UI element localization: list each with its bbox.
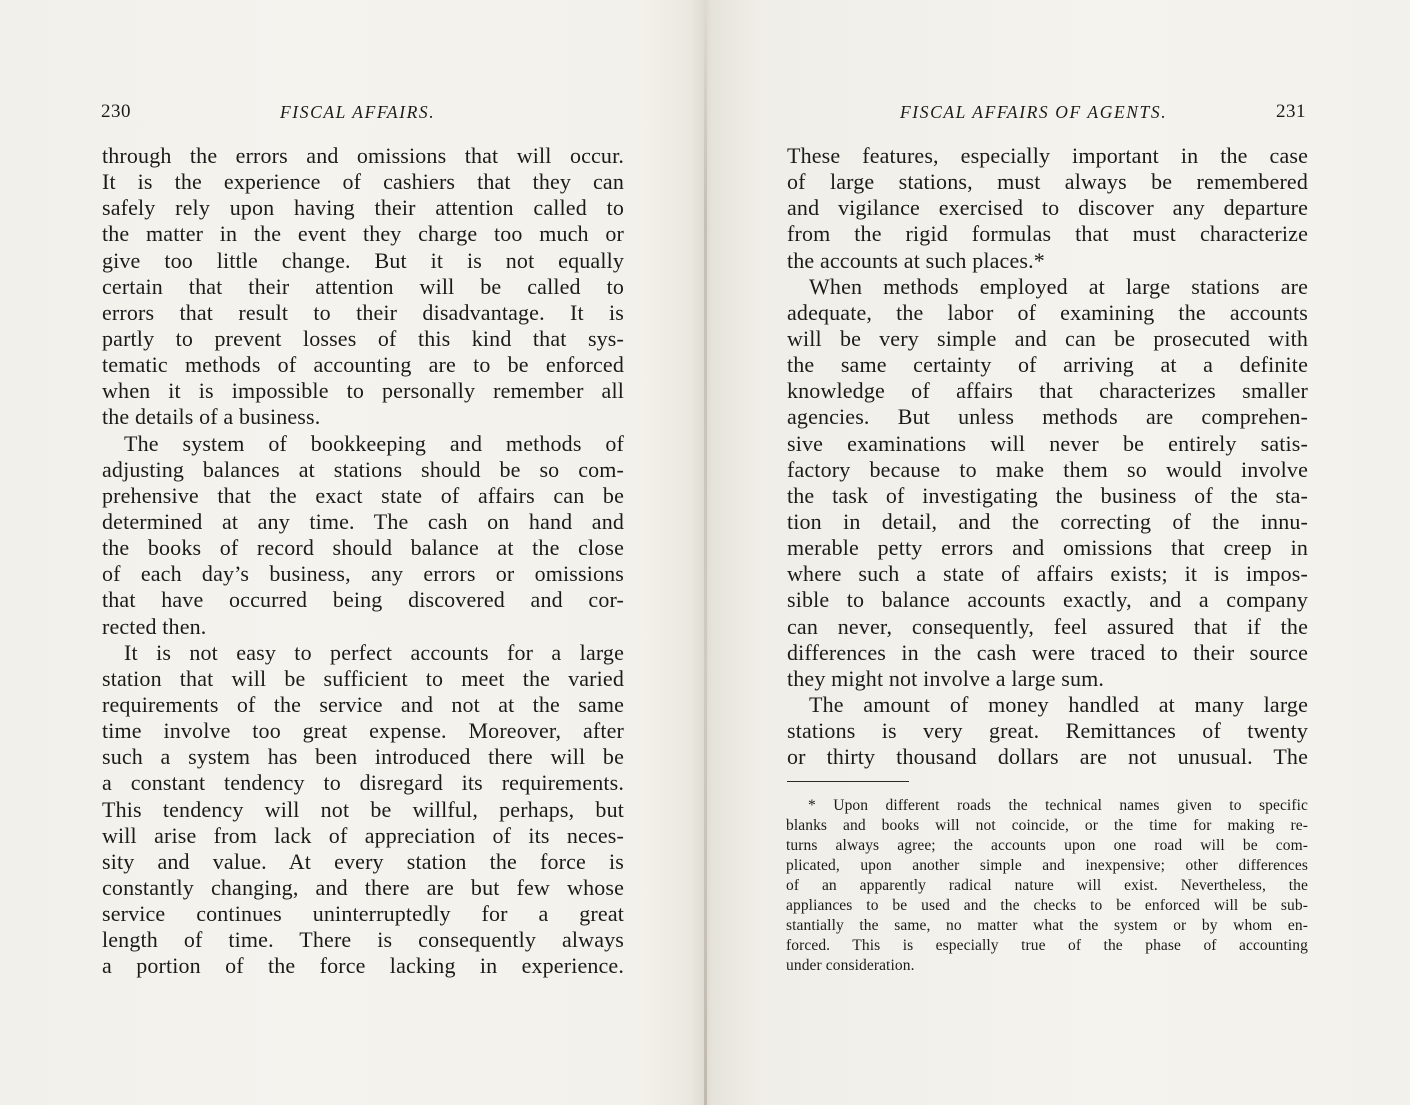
text-line: through the errors and omissions that will occur. [102, 143, 624, 168]
footnote-line: forced. This is especially true of the phase of accounting [786, 937, 1308, 954]
text-line: safely rely upon having their attention called to [102, 195, 624, 221]
text-line: merable petty errors and omissions that creep in [787, 535, 1308, 561]
text-line: give too little change. But it is not equally [102, 247, 624, 273]
footnote-line: under consideration. [786, 957, 915, 974]
footnote-line: stantially the same, no matter what the system or by whom en- [786, 917, 1308, 934]
text-line: factory because to make them so would involve [787, 456, 1308, 482]
text-line: partly to prevent losses of this kind that sys- [102, 325, 624, 351]
text-line: the matter in the event they charge too much or [102, 221, 624, 247]
text-line: the task of investigating the business of the sta- [787, 482, 1308, 508]
text-line: This tendency will not be willful, perhaps, but [102, 796, 624, 822]
text-line: tion in detail, and the correcting of the innu- [787, 508, 1308, 534]
running-head: FISCAL AFFAIRS. [280, 102, 436, 122]
text-line: certain that their attention will be called to [102, 273, 624, 299]
text-line: The amount of money handled at many large [809, 691, 1308, 717]
text-line: sive examinations will never be entirely satis- [787, 430, 1308, 456]
running-head: FISCAL AFFAIRS OF AGENTS. [900, 102, 1168, 122]
footnote-line: blanks and books will not coincide, or the time for making re- [786, 817, 1308, 834]
text-line: the accounts at such places.* [787, 247, 1045, 273]
text-line: or thirty thousand dollars are not unusual. The [787, 744, 1308, 770]
text-line: agencies. But unless methods are comprehen- [787, 404, 1308, 430]
text-line: a constant tendency to disregard its requirements. [102, 770, 624, 796]
text-line: time involve too great expense. Moreover, after [102, 718, 624, 744]
body-text [102, 143, 624, 980]
text-line: It is not easy to perfect accounts for a large [124, 639, 624, 665]
text-line: It is the experience of cashiers that they can [102, 169, 624, 195]
body-text [787, 143, 1308, 770]
text-line: These features, especially important in the case [787, 143, 1308, 168]
footnote-line: appliances to be used and the checks to be enforced will be sub- [786, 897, 1308, 914]
footnote-rule [787, 781, 909, 782]
text-line: prehensive that the exact state of affairs can be [102, 482, 624, 508]
text-line: they might not involve a large sum. [787, 665, 1105, 691]
text-line: tematic methods of accounting are to be enforced [102, 352, 624, 378]
footnote-line: plicated, upon another simple and inexpensive; other differences [786, 857, 1308, 874]
text-line: from the rigid formulas that must characterize [787, 221, 1308, 247]
text-line: of large stations, must always be remembered [787, 169, 1308, 195]
text-line: and vigilance exercised to discover any departure [787, 195, 1308, 221]
text-line: determined at any time. The cash on hand and [102, 508, 624, 534]
text-line: where such a state of affairs exists; it is impos- [787, 561, 1308, 587]
text-line: will be very simple and can be prosecuted with [787, 325, 1308, 351]
text-line: station that will be sufficient to meet the varied [102, 665, 624, 691]
text-line: constantly changing, and there are but few whose [102, 874, 624, 900]
text-line: adjusting balances at stations should be so com- [102, 456, 624, 482]
text-line: requirements of the service and not at the same [102, 691, 624, 717]
page-number: 231 [1276, 101, 1306, 122]
text-line: will arise from lack of appreciation of its neces- [102, 822, 624, 848]
footnote-line: of an apparently radical nature will exist. Nevertheless, the [786, 877, 1308, 894]
text-line: differences in the cash were traced to their source [787, 639, 1308, 665]
left-page [0, 0, 704, 1105]
text-line: length of time. There is consequently always [102, 927, 624, 953]
text-line: adequate, the labor of examining the accounts [787, 299, 1308, 325]
text-line: rected then. [102, 613, 207, 639]
text-line: sity and value. At every station the force is [102, 848, 624, 874]
text-line: the details of a business. [102, 404, 321, 430]
text-line: when it is impossible to personally remember all [102, 378, 624, 404]
footnote-line: turns always agree; the accounts upon one road will be com- [786, 837, 1308, 854]
page-number: 230 [101, 101, 131, 122]
footnote [786, 796, 1308, 976]
footnote-line: * Upon different roads the technical names given to specific [808, 797, 1308, 814]
text-line: the books of record should balance at the close [102, 535, 624, 561]
text-line: such a system has been introduced there will be [102, 744, 624, 770]
text-line: sible to balance accounts exactly, and a company [787, 587, 1308, 613]
text-line: the same certainty of arriving at a definite [787, 352, 1308, 378]
text-line: a portion of the force lacking in experience. [102, 953, 624, 979]
text-line: stations is very great. Remittances of twenty [787, 718, 1308, 744]
text-line: that have occurred being discovered and cor- [102, 587, 624, 613]
text-line: can never, consequently, feel assured that if the [787, 613, 1308, 639]
text-line: knowledge of affairs that characterizes smaller [787, 378, 1308, 404]
text-line: When methods employed at large stations are [809, 273, 1308, 299]
text-line: of each day’s business, any errors or omissions [102, 561, 624, 587]
text-line: errors that result to their disadvantage. It is [102, 299, 624, 325]
text-line: The system of bookkeeping and methods of [124, 430, 624, 456]
text-line: service continues uninterruptedly for a great [102, 901, 624, 927]
